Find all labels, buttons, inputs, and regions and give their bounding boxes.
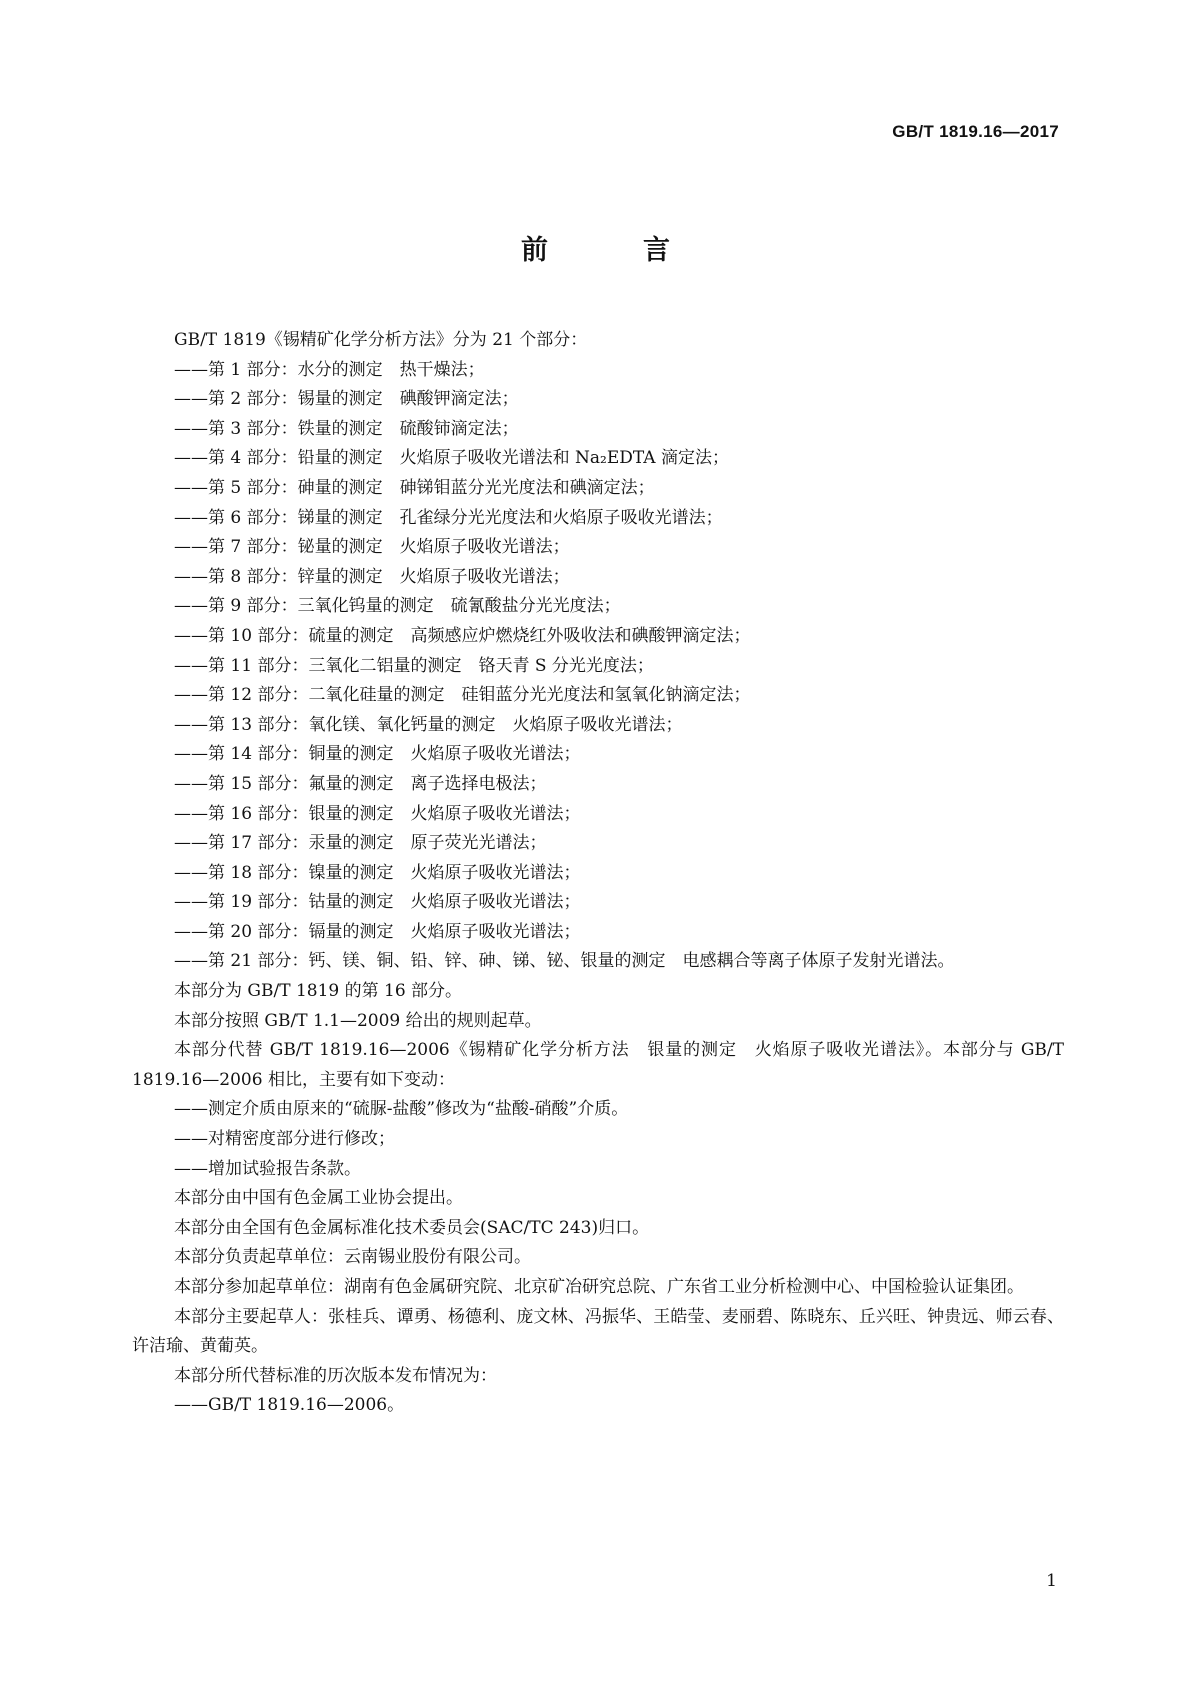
part-item: ——第 5 部分：砷量的测定 砷锑钼蓝分光光度法和碘滴定法； <box>174 477 655 498</box>
part-item: ——第 9 部分：三氧化钨量的测定 硫氰酸盐分光光度法； <box>174 596 621 617</box>
part-item: ——第 12 部分：二氧化硅量的测定 硅钼蓝分光光度法和氢氧化钠滴定法； <box>174 685 751 706</box>
change-item: ——对精密度部分进行修改； <box>174 1129 395 1150</box>
centralized-by-paragraph: 本部分由全国有色金属标准化技术委员会(SAC/TC 243)归口。 <box>174 1217 650 1238</box>
part-item: ——第 3 部分：铁量的测定 硫酸铈滴定法； <box>174 418 519 439</box>
replaces-paragraph: 本部分代替 GB/T 1819.16—2006《锡精矿化学分析方法 银量的测定 火焰原子吸收光谱法》。本部分与 GB/T 1819.16—2006 相比，主要有如下变动： <box>132 1040 1064 1090</box>
part-item: ——第 20 部分：镉量的测定 火焰原子吸收光谱法； <box>174 921 581 942</box>
drafting-rules-paragraph: 本部分按照 GB/T 1.1—2009 给出的规则起草。 <box>174 1010 542 1031</box>
page-number: 1 <box>1046 1571 1057 1591</box>
part-item: ——第 17 部分：汞量的测定 原子荧光光谱法； <box>174 833 547 854</box>
part-item: ——第 7 部分：铋量的测定 火焰原子吸收光谱法； <box>174 537 570 558</box>
part-item: ——第 11 部分：三氧化二铝量的测定 铬天青 S 分光光度法； <box>174 655 654 676</box>
part-item: ——第 2 部分：锡量的测定 碘酸钾滴定法； <box>174 389 519 410</box>
drafters-paragraph: 本部分主要起草人：张桂兵、谭勇、杨德利、庞文林、冯振华、王皓莹、麦丽碧、陈晓东、丘兴旺、钟贵远、师云春、许洁瑜、黄葡英。 <box>132 1306 1064 1357</box>
page-title: 前 言 <box>521 235 704 266</box>
standard-code: GB/T 1819.16—2017 <box>892 122 1059 141</box>
part-item: ——第 6 部分：锑量的测定 孔雀绿分光光度法和火焰原子吸收光谱法； <box>174 507 723 528</box>
part-item: ——第 16 部分：银量的测定 火焰原子吸收光谱法； <box>174 803 581 824</box>
history-item: ——GB/T 1819.16—2006。 <box>174 1395 405 1416</box>
part-item: ——第 21 部分：钙、镁、铜、铅、锌、砷、锑、铋、银量的测定 电感耦合等离子体原子发射光谱法。 <box>174 951 955 972</box>
intro-paragraph: GB/T 1819《锡精矿化学分析方法》分为 21 个部分： <box>174 330 588 350</box>
part-item: ——第 14 部分：铜量的测定 火焰原子吸收光谱法； <box>174 744 581 765</box>
history-paragraph: 本部分所代替标准的历次版本发布情况为： <box>174 1365 497 1386</box>
proposed-by-paragraph: 本部分由中国有色金属工业协会提出。 <box>174 1188 463 1209</box>
part-item: ——第 10 部分：硫量的测定 高频感应炉燃烧红外吸收法和碘酸钾滴定法； <box>174 625 751 646</box>
foreword-body <box>132 326 1064 1421</box>
part-item: ——第 8 部分：锌量的测定 火焰原子吸收光谱法； <box>174 566 570 587</box>
responsible-unit-paragraph: 本部分负责起草单位：云南锡业股份有限公司。 <box>174 1247 531 1268</box>
part-of-paragraph: 本部分为 GB/T 1819 的第 16 部分。 <box>174 981 463 1002</box>
change-item: ——增加试验报告条款。 <box>174 1158 361 1179</box>
part-item: ——第 15 部分：氟量的测定 离子选择电极法； <box>174 773 547 794</box>
part-item: ——第 4 部分：铅量的测定 火焰原子吸收光谱法和 Na₂EDTA 滴定法； <box>174 448 729 469</box>
change-item: ——测定介质由原来的“硫脲-盐酸”修改为“盐酸-硝酸”介质。 <box>174 1099 629 1120</box>
part-item: ——第 13 部分：氧化镁、氧化钙量的测定 火焰原子吸收光谱法； <box>174 714 683 735</box>
part-item: ——第 1 部分：水分的测定 热干燥法； <box>174 359 485 380</box>
part-item: ——第 19 部分：钴量的测定 火焰原子吸收光谱法； <box>174 892 581 913</box>
participating-units-paragraph: 本部分参加起草单位：湖南有色金属研究院、北京矿冶研究总院、广东省工业分析检测中心、中国检验认证集团。 <box>174 1277 1024 1297</box>
part-item: ——第 18 部分：镍量的测定 火焰原子吸收光谱法； <box>174 862 581 883</box>
